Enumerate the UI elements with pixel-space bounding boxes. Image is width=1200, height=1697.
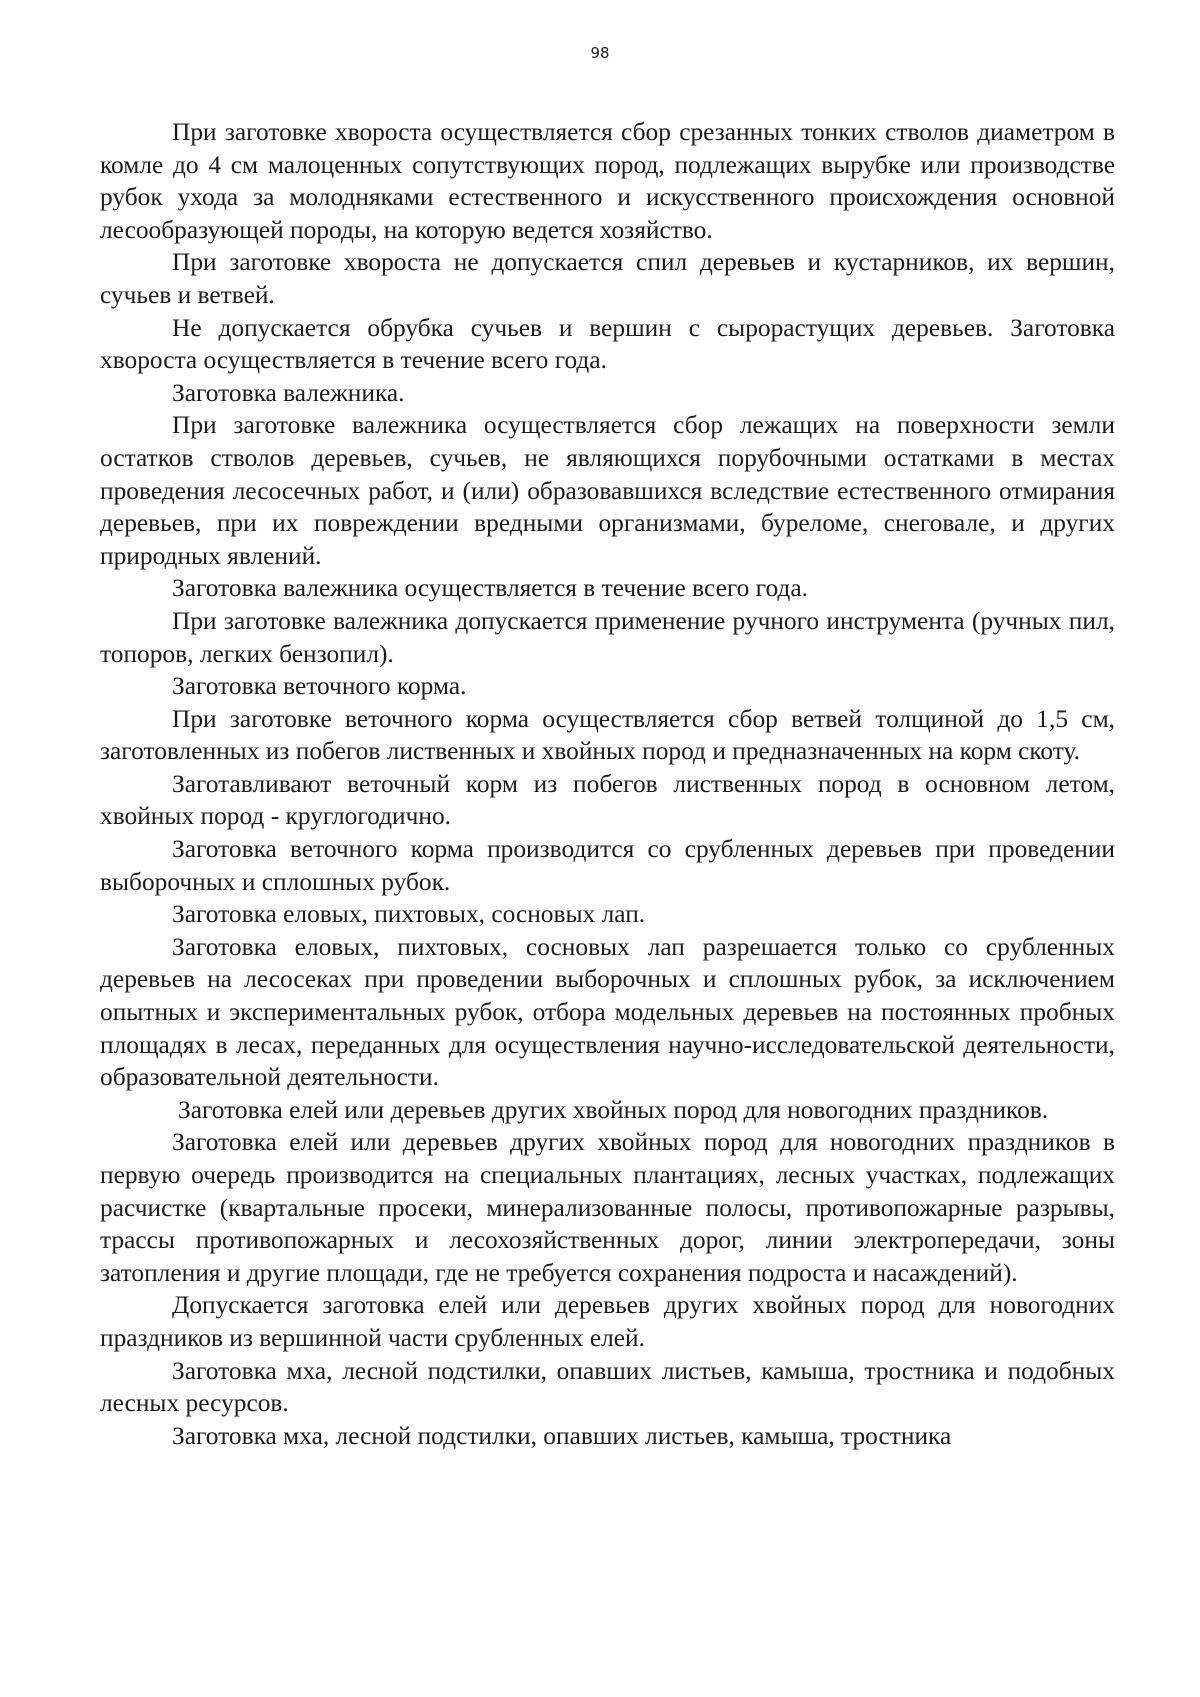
- paragraph-moss-litter-continued: Заготовка мха, лесной подстилки, опавших листьев, камыша, тростника: [172, 1421, 952, 1450]
- paragraph-deadwood-collection: При заготовке валежника осуществляется сбор лежащих на поверхности земли остатков стволов деревьев, сучьев, не являющихся порубочными остатками в местах проведения лесосечных работ, и (или) образовавшихся вследствие естественного отмирания деревьев, при их повреждении вредными организмами, буреломе, снеговале, и других природных явлений.: [100, 411, 1115, 570]
- paragraph-brushwood-period: Не допускается обрубка сучьев и вершин с сырорастущих деревьев. Заготовка хвороста осуществляется в течение всего года.: [100, 313, 1115, 375]
- document-body: [100, 116, 1115, 1452]
- paragraph-new-year-trees-tops: Допускается заготовка елей или деревьев других хвойных пород для новогодних праздников из вершинной части срубленных елей.: [100, 1291, 1115, 1352]
- paragraph-branch-fodder-collection: При заготовке веточного корма осуществляется сбор ветвей толщиной до 1,5 см, заготовленных из побегов лиственных и хвойных пород и предназначенных на корм скоту.: [100, 704, 1115, 766]
- heading-branch-fodder: Заготовка веточного корма.: [172, 672, 467, 701]
- page-number: 98: [590, 44, 610, 62]
- heading-deadwood: Заготовка валежника.: [172, 378, 405, 407]
- paragraph-new-year-trees-locations: Заготовка елей или деревьев других хвойных пород для новогодних праздников в первую очередь производится на специальных плантациях, лесных участках, подлежащих расчистке (квартальные просеки, минерализованные полосы, противопожарные разрывы, трассы противопожарных и лесохозяйственных дорог, линии электропередачи, зоны затопления и другие площади, где не требуется сохранения подроста и насаждений).: [100, 1128, 1115, 1287]
- paragraph-brushwood-prohibition: При заготовке хвороста не допускается спил деревьев и кустарников, их вершин, сучьев и ветвей.: [100, 248, 1115, 309]
- paragraph-conifer-branches-rules: Заготовка еловых, пихтовых, сосновых лап разрешается только со срубленных деревьев на лесосеках при проведении выборочных и сплошных рубок, за исключением опытных и экспериментальных рубок, отбора модельных деревьев на постоянных пробных площадях в лесах, переданных для осуществления научно-исследовательской деятельности, образовательной деятельности.: [100, 932, 1115, 1092]
- heading-conifer-branches: Заготовка еловых, пихтовых, сосновых лап.: [172, 900, 646, 929]
- paragraph-brushwood-collection: При заготовке хвороста осуществляется сбор срезанных тонких стволов диаметром в комле до 4 см малоценных сопутствующих пород, подлежащих вырубке или производстве рубок ухода за молодняками естественного и искусственного происхождения основной лесообразующей породы, на которую ведется хозяйство.: [100, 118, 1115, 244]
- heading-new-year-trees: Заготовка елей или деревьев других хвойных пород для новогодних праздников.: [178, 1095, 1049, 1124]
- paragraph-deadwood-tools: При заготовке валежника допускается применение ручного инструмента (ручных пил, топоров, легких бензопил).: [100, 606, 1115, 668]
- paragraph-deadwood-period: Заготовка валежника осуществляется в течение всего года.: [172, 574, 808, 603]
- paragraph-branch-fodder-source: Заготовка веточного корма производится со срубленных деревьев при проведении выборочных и сплошных рубок.: [100, 835, 1115, 896]
- paragraph-branch-fodder-season: Заготавливают веточный корм из побегов лиственных пород в основном летом, хвойных пород - круглогодично.: [100, 769, 1115, 831]
- heading-moss-litter: Заготовка мха, лесной подстилки, опавших листьев, камыша, тростника и подобных лесных ресурсов.: [100, 1356, 1115, 1418]
